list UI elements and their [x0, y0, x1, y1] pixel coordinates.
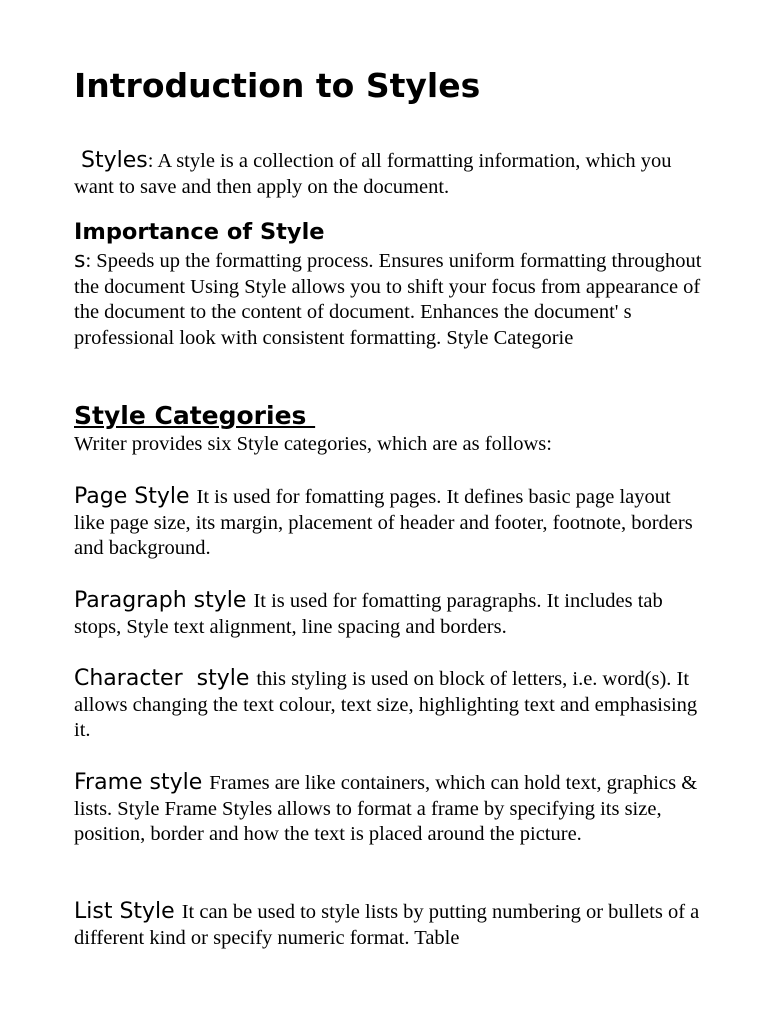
- page-style-text: It is used for fomatting pages. It defines basic page layout like page size, its margin, placement of header and footer, footnote, borders and background.: [74, 486, 693, 560]
- frame-style-term: Frame style: [74, 770, 210, 795]
- styles-definition-text: : A style is a collection of all formatting information, which you want to save and then apply on the document.: [74, 150, 672, 198]
- frame-style-paragraph: [74, 770, 704, 848]
- frame-style-text: Frames are like containers, which can hold text, graphics & lists. Style Frame Styles allows to format a frame by specifying its size, position, border and how the text is placed around the picture.: [74, 772, 698, 846]
- importance-term: s: [74, 248, 86, 273]
- importance-text: : Speeds up the formatting process. Ensures uniform formatting throughout the document Using Style allows you to shift your focus from appearance of the document to the content of document. Enhances the document' s professional look with consistent formatting. Style Categorie: [74, 250, 702, 350]
- character-style-text: this styling is used on block of letters, i.e. word(s). It allows changing the text colour, text size, highlighting text and emphasising it.: [74, 668, 698, 742]
- page-style-paragraph: [74, 484, 704, 562]
- document-title: Introduction to Styles: [74, 66, 481, 105]
- page-style-term: Page Style: [74, 484, 197, 509]
- importance-heading: Importance of Style: [74, 219, 325, 245]
- styles-term: Styles: [74, 148, 148, 173]
- list-style-text: It can be used to style lists by putting numbering or bullets of a different kind or specify numeric format. Table: [74, 901, 700, 949]
- style-categories-intro: Writer provides six Style categories, which are as follows:: [74, 433, 552, 455]
- paragraph-style-term: Paragraph style: [74, 588, 254, 613]
- list-style-paragraph: [74, 899, 704, 951]
- list-style-term: List Style: [74, 899, 182, 924]
- style-categories-heading: Style Categories: [74, 401, 316, 430]
- importance-paragraph: [74, 248, 704, 352]
- character-style-paragraph: [74, 666, 704, 744]
- paragraph-style-text: It is used for fomatting paragraphs. It includes tab stops, Style text alignment, line spacing and borders.: [74, 590, 663, 638]
- character-style-term: Character style: [74, 666, 257, 691]
- styles-definition-paragraph: [74, 148, 704, 200]
- paragraph-style-paragraph: [74, 588, 704, 640]
